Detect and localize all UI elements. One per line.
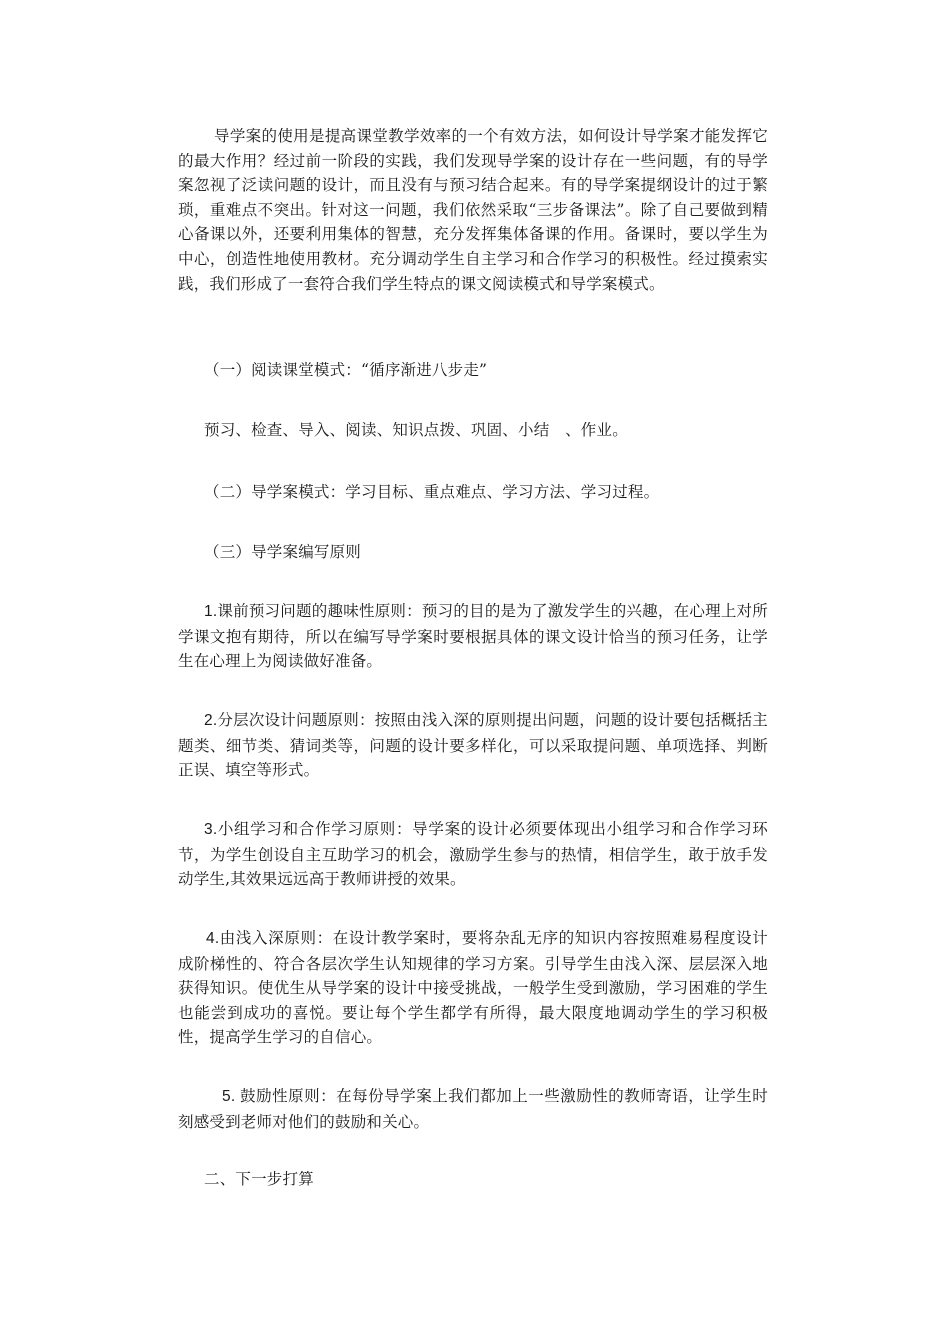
principle-5 <box>178 1084 768 1134</box>
next-steps-heading: 二、下一步打算 <box>204 1170 314 1188</box>
principle-1 <box>178 599 768 674</box>
principle-4 <box>178 926 768 1050</box>
intro-paragraph: 导学案的使用是提高课堂教学效率的一个有效方法，如何设计导学案才能发挥它的最大作用？经过前一阶段的实践，我们发现导学案的设计存在一些问题，有的导学案忽视了泛读问题的设计，而且没有与预习结合起来。有的导学案提纲设计的过于繁琐，重难点不突出。针对这一问题，我们依然采取“三步备课法”。除了自己要做到精心备课以外，还要利用集体的智慧，充分发挥集体备课的作用。备课时，要以学生为中心，创造性地使用教材。充分调动学生自主学习和合作学习的积极性。经过摸索实践，我们形成了一套符合我们学生特点的课文阅读模式和导学案模式。 <box>178 127 768 293</box>
principle-3-text: 小组学习和合作学习原则：导学案的设计必须要体现出小组学习和合作学习环节，为学生创设自主互助学习的机会，激励学生参与的热情，相信学生，敢于放手发动学生,其效果远远高于教师讲授的效果。 <box>178 820 768 889</box>
principle-3-number: 3. <box>204 821 218 838</box>
principle-4-text: 由浅入深原则：在设计教学案时，要将杂乱无序的知识内容按照难易程度设计成阶梯性的、符合各层次学生认知规律的学习方案。引导学生由浅入深、层层深入地获得知识。使优生从导学案的设计中接受挑战，一般学生受到激励，学习困难的学生也能尝到成功的喜悦。要让每个学生都学有所得，最大限度地调动学生的学习积极性，提高学生学习的自信心。 <box>178 929 768 1047</box>
section2-heading: （二）导学案模式：学习目标、重点难点、学习方法、学习过程。 <box>204 483 660 501</box>
principle-1-text: 课前预习问题的趣味性原则：预习的目的是为了激发学生的兴趣，在心理上对所学课文抱有期待，所以在编写导学案时要根据具体的课文设计恰当的预习任务，让学生在心理上为阅读做好准备。 <box>178 602 768 671</box>
section1-heading: （一）阅读课堂模式：“循序渐进八步走” <box>204 361 488 379</box>
principle-2 <box>178 708 768 783</box>
section1-steps: 预习、检查、导入、阅读、知识点拨、巩固、小结 、作业。 <box>204 421 628 439</box>
principle-4-number: 4. <box>206 930 220 947</box>
section3-heading: （三）导学案编写原则 <box>204 543 362 561</box>
principle-3 <box>178 817 768 892</box>
principle-5-number: 5. <box>222 1088 241 1105</box>
principle-2-number: 2. <box>204 712 218 729</box>
principle-2-text: 分层次设计问题原则：按照由浅入深的原则提出问题，问题的设计要包括概括主题类、细节类、猜词类等，问题的设计要多样化，可以采取提问题、单项选择、判断正误、填空等形式。 <box>178 711 768 780</box>
principle-1-number: 1. <box>204 603 218 620</box>
principle-5-text: 鼓励性原则：在每份导学案上我们都加上一些激励性的教师寄语，让学生时刻感受到老师对他们的鼓励和关心。 <box>178 1087 768 1131</box>
